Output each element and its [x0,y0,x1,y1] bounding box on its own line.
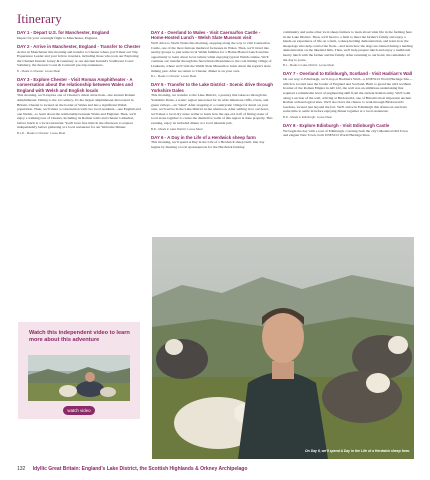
day-heading: DAY 5 - Transfer to the Lake District - Scenic drive through Yorkshire Dales [151,82,273,93]
day-meals: B,L,D - Meals in Chester: Loose Meal [17,131,66,136]
day-heading: DAY 3 - Explore Chester - Visit Roman Amphitheater - A conversation about the relationship between Wales and England with Welsh and English locals [17,77,133,93]
itinerary-day [151,30,274,79]
day-description: On our way to Edinburgh, we'll stop at Hadrian's Wall—a UNESCO World Heritage Site—which is located near the border of England and Scotland. Built to guard the wild northern frontier of the Roman Empire in AD 122, the wall was an ambitious undertaking that required a remarkable level of engineering skill from the ancient Roman army. We'll walk along a section of the wall, arriving at Birdoswald, one of Britain's most important ancient Roman archaeological sites. We'll also have the chance to walk through Birdoswald's Gardens, located just beyond the fort. We'll arrive in Edinburgh this afternoon and have some time to settle in before enjoying dinner together at a local restaurant. [283,77,413,114]
day-description: community and some other local sheep farmers to learn about what life in the farming here in the Lake District. Then, we'll head to a farm to meet the farmer's family and enjoy a hands-on experience of life on a farm, a sheep herding demonstration, and learn how the sheepdogs who help control the flock—and learn how the dogs are trained during a herding demonstration on the lakeland hills. Then, we'll help prepare lunch and enjoy a traditional hearty lunch with the farmer and his family. After returning to our hotel, the remainder of the day is yours. [283,30,413,62]
itinerary-column-1 [17,30,141,139]
watch-video-button[interactable]: watch video [63,406,95,415]
day-heading: DAY 8 - Explore Edinburgh - Visit Edinburgh Castle [283,123,390,129]
page-footer [17,466,247,472]
day-meals: D - Meals in Chester: Loose Meal [17,69,60,74]
day-description: We begin the day with a tour of Edinburgh, covering both the city's Medieval Old Town and elegant New Town, both UNESCO World Heritage Sites. [283,128,408,138]
itinerary-day [283,30,413,68]
day-description: We'll drive to North Wales this morning, stopping along the way to visit Caernarfon Castle, one of the most famous medieval fortresses in Wales. Then, we'll travel into nearby groups to join some local Welsh families for a Home-Hosted Lunch and the opportunity to learn about local culture while enjoying typical Welsh cuisine. We'll continue our transfer through the Snowdonia Mountains to the coal mining village of Llanberis, where we'll visit the Welsh Slate Museum to learn about the region's slate mining past. After we return to Chester, dinner is on your own. [151,41,272,73]
video-heading: Watch this independent video to learn more about this adventure [29,330,130,343]
itinerary-day [17,30,141,40]
day-description: This morning, we transfer to the Lake District, a journey that takes us through the Yorkshire Dales, a scenic region renowned for its wide limestone cliffs, rivers, and green valleys—an "ideal" After stopping at a countryside village for lunch on your own, we'll arrive in the Lake District in the afternoon. After settling in to our hotel, we'll meet a local dry stone waller to learn how the age-old craft of fitting stone of local stone together to create the distinctive walls of this region is done properly. This evening, enjoy an included dinner at a local lakeside pub. [151,93,273,125]
day-meals: B,L - Meals in Lake District: Loose Meal [283,63,334,68]
itinerary-day [17,44,141,74]
video-thumbnail-image [28,355,130,401]
day-meals: B,D - Meals in Lake District: Loose Meal [151,126,203,131]
day-description: This morning, we'll spend A Day in the Life of a Herdwick sheep farm. Our day begins by meeting a local spokesperson for the Herdwick farming [151,140,265,150]
day-heading: DAY 4 - Overland to Wales - Visit Caernarfon Castle - Home-Hosted Lunch - Welsh Slate Museum visit [151,30,261,41]
day-heading: DAY 1 - Depart U.S. for Manchester, England [17,30,110,35]
page-title: Itinerary [17,11,62,26]
page-number: 132 [17,466,26,472]
itinerary-day [283,123,413,138]
day-description: Depart for your overnight flight to Manchester, England. [17,35,98,40]
itinerary-column-2 [151,30,274,153]
itinerary-day [283,71,413,119]
itinerary-day [151,135,274,150]
day-heading: DAY 7 - Overland to Edinburgh, Scotland - Visit Hadrian's Wall [283,71,413,77]
day-description: Arrive in Manchester this morning and transfer to Chester where you'll meet our Trip Experience Leader and your fellow travelers, including those who took our Exploring the Channel Islands: Jersey & Guernsey or our Ancient Ireland's Southwest Coast: Salisbury, the Jurassic Coast & Cornwall pre-trip extensions. [17,49,139,68]
day-heading: DAY 2 - Arrive in Manchester, England - Transfer to Chester [17,43,141,49]
day-meals: B,L - Meals in Chester: Loose Meal [151,74,197,79]
feature-photo [152,237,414,459]
photo-caption: On Day 6, we'll spend A Day in the Life of a Herdwick sheep farm. [305,449,410,453]
farmer-with-sheep-photo [152,237,414,459]
video-promo-box [18,322,140,419]
itinerary-column-3 [283,30,413,141]
itinerary-day [151,82,274,131]
itinerary-day [17,77,141,136]
day-description: This morning, we'll explore one of Chester's oldest attractions—the ancient Roman Amphitheater. Dating to the 1st century, it's the largest amphitheater discovered in Britain. Chester is located on the border of Wales and has a significant Welsh population. Then, we'll share a conversation with two local residents—one English and one Welsh—to learn about the relationship between Wales and England. Then, we'll enjoy a walking tour of Chester, including its Roman walls and Chester Cathedral, before lunch at a local restaurant. You'll have free time in the afternoon to explore independently before gathering at a local restaurant for our Welcome Dinner. [17,93,141,130]
footer-title: Idyllic Great Britain: England's Lake District, the Scottish Highlands & Orkney Archipelago [32,466,248,472]
video-thumbnail[interactable] [28,355,130,401]
day-heading: DAY 6 - A Day in the Life of a Herdwick sheep farm [151,134,256,140]
day-meals: B,D - Meals in Edinburgh: Loose Meal [283,115,332,120]
